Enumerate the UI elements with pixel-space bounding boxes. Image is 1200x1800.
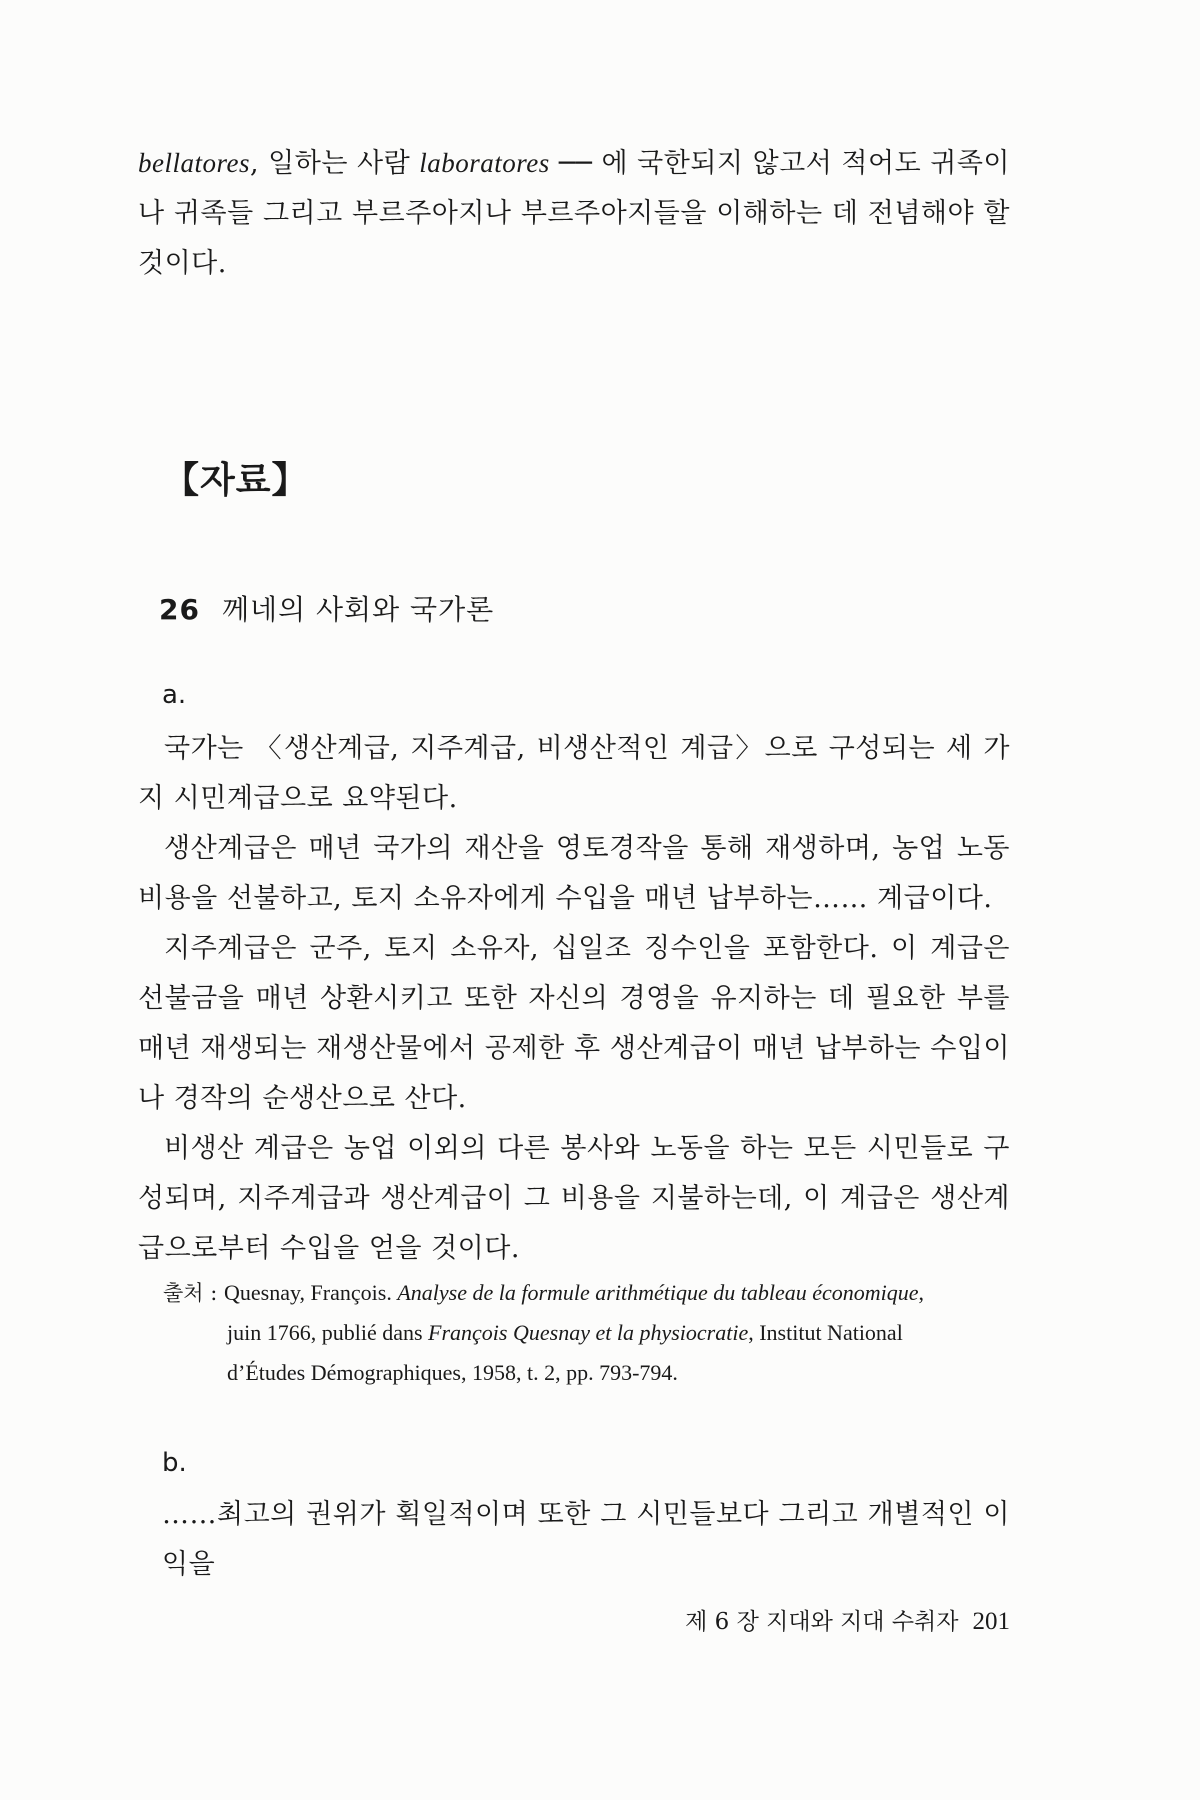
intro-text-b: ── 에 국한되지 않고서 적어도 귀족이나 귀족들 그리고 부르주아지나 부르주아지들을 이해하는 데 전념해야 할 것이다. bbox=[138, 148, 1011, 279]
source-title: Analyse de la formule arithmétique du tableau économique bbox=[397, 1280, 919, 1305]
source-line2-a: juin 1766, publié dans bbox=[227, 1320, 429, 1345]
source-line2-b: , Institut National bbox=[748, 1320, 903, 1345]
section-number: 26 bbox=[159, 593, 200, 626]
source-book-title: François Quesnay et la physiocratie bbox=[428, 1320, 749, 1345]
footer-chapter: 제 6 장 지대와 지대 수취자 bbox=[685, 1609, 959, 1635]
part-b-paragraph: ……최고의 권위가 획일적이며 또한 그 시민들보다 그리고 개별적인 이익을 bbox=[162, 1499, 1010, 1580]
intro-italic-laboratores: laboratores bbox=[419, 148, 550, 178]
part-a-paragraph-3: 지주계급은 군주, 토지 소유자, 십일조 징수인을 포함한다. 이 계급은 선불금을 매년 상환시키고 또한 자신의 경영을 유지하는 데 필요한 부를 매년 재생되는 재생산물에서 공제한 후 생산계급이 매년 납부하는 수입이나 경작의 순생산으로 산다. bbox=[138, 933, 1010, 1114]
part-a-letter: a. bbox=[162, 680, 187, 710]
intro-italic-bellatores: bellatores bbox=[138, 148, 250, 178]
page-footer bbox=[685, 1603, 1010, 1636]
intro-paragraph bbox=[138, 138, 1010, 289]
part-a-paragraph-2: 생산계급은 매년 국가의 재산을 영토경작을 통해 재생하며, 농업 노동비용을 선불하고, 토지 소유자에게 수입을 매년 납부하는…… 계급이다. bbox=[138, 833, 1010, 914]
source-line-2 bbox=[163, 1313, 1010, 1353]
part-a-paragraph-4: 비생산 계급은 농업 이외의 다른 봉사와 노동을 하는 모든 시민들로 구성되며, 지주계급과 생산계급이 그 비용을 지불하는데, 이 계급은 생산계급으로부터 수입을 얻을 것이다. bbox=[138, 1133, 1010, 1264]
intro-text-a: , 일하는 사람 bbox=[250, 148, 420, 179]
source-author: Quesnay, François. bbox=[224, 1280, 398, 1305]
section-heading: 【자료】 bbox=[163, 459, 309, 501]
source-citation bbox=[163, 1273, 1010, 1393]
source-line-3: d’Études Démographiques, 1958, t. 2, pp. 793-794. bbox=[227, 1360, 678, 1385]
section-title bbox=[159, 588, 494, 628]
part-a-paragraph-1: 국가는 〈생산계급, 지주계급, 비생산적인 계급〉으로 구성되는 세 가지 시민계급으로 요약된다. bbox=[138, 733, 1010, 814]
source-line1-tail: , bbox=[918, 1280, 924, 1305]
page-number: 201 bbox=[972, 1608, 1010, 1635]
part-b-letter: b. bbox=[162, 1448, 187, 1478]
source-label: 출처 : bbox=[163, 1281, 224, 1305]
section-title-text: 께네의 사회와 국가론 bbox=[221, 593, 495, 626]
source-line-1 bbox=[163, 1273, 1010, 1313]
